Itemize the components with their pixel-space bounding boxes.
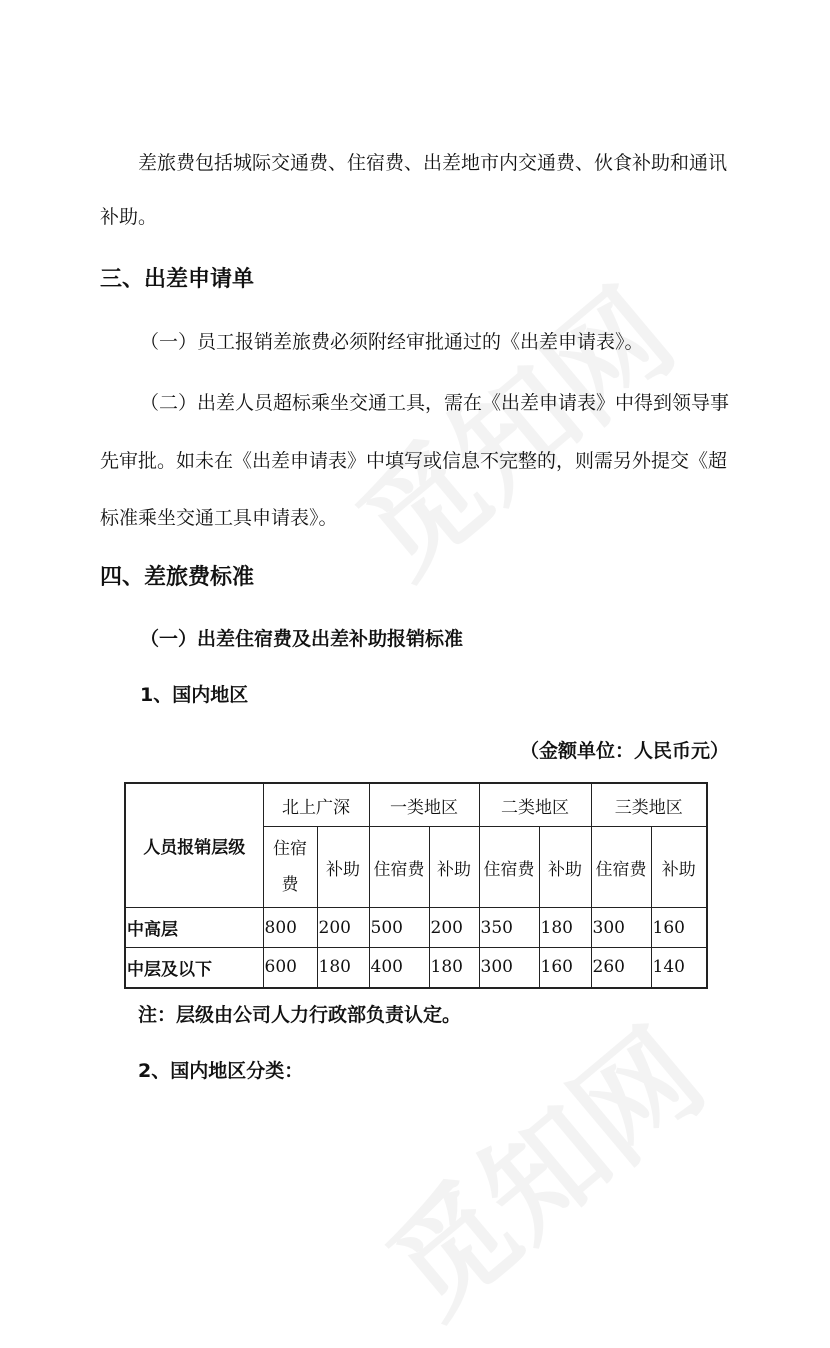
subheader-subsidy: 补助 <box>317 827 369 908</box>
region-header: 三类地区 <box>591 783 707 827</box>
subheader-lodging: 住宿费 <box>479 827 539 908</box>
section3-item2-line2: 先审批。如未在《出差申请表》中填写或信息不完整的，则需另外提交《超 <box>100 450 728 472</box>
subheader-subsidy: 补助 <box>539 827 591 908</box>
table-cell: 300 <box>479 948 539 988</box>
paragraph-travel-line2: 补助。 <box>100 206 158 228</box>
table-cell: 500 <box>369 908 429 948</box>
subheader-lodging: 住宿费 <box>263 827 317 908</box>
table-cell: 200 <box>317 908 369 948</box>
table-cell: 180 <box>429 948 479 988</box>
subheader-subsidy: 补助 <box>651 827 707 908</box>
section3-item2-line3: 标准乘坐交通工具申请表》。 <box>100 507 338 529</box>
paragraph-travel-line1: 差旅费包括城际交通费、住宿费、出差地市内交通费、伙食补助和通讯 <box>138 152 728 174</box>
region-header: 二类地区 <box>479 783 591 827</box>
region-header: 一类地区 <box>369 783 479 827</box>
table-row <box>125 948 707 988</box>
section4-sub1: （一）出差住宿费及出差补助报销标准 <box>140 628 464 650</box>
table-cell: 300 <box>591 908 651 948</box>
table-cell: 400 <box>369 948 429 988</box>
section4-sub1-2: 2、国内地区分类： <box>138 1060 304 1082</box>
region-header: 北上广深 <box>263 783 369 827</box>
travel-standard-table <box>124 782 708 989</box>
row-level-label: 中高层 <box>125 908 263 948</box>
section3-item2-line1: （二）出差人员超标乘坐交通工具，需在《出差申请表》中得到领导事 <box>140 392 730 414</box>
table-cell: 160 <box>539 948 591 988</box>
table-cell: 260 <box>591 948 651 988</box>
watermark-bottom <box>347 984 733 1347</box>
section3-title: 三、出差申请单 <box>100 267 255 292</box>
table-cell: 200 <box>429 908 479 948</box>
section3-item1: （一）员工报销差旅费必须附经审批通过的《出差申请表》。 <box>140 331 644 353</box>
table-cell: 600 <box>263 948 317 988</box>
table-cell: 140 <box>651 948 707 988</box>
subheader-lodging: 住宿费 <box>369 827 429 908</box>
watermark-top <box>317 244 703 607</box>
table-cell: 350 <box>479 908 539 948</box>
table-cell: 800 <box>263 908 317 948</box>
section4-sub1-1: 1、国内地区 <box>140 684 249 706</box>
section4-title: 四、差旅费标准 <box>100 565 255 590</box>
table-cell: 180 <box>317 948 369 988</box>
table-row <box>125 908 707 948</box>
unit-note: （金额单位：人民币元） <box>520 740 730 762</box>
table-cell: 160 <box>651 908 707 948</box>
table-cell: 180 <box>539 908 591 948</box>
table-corner-label: 人员报销层级 <box>125 783 263 908</box>
subheader-subsidy: 补助 <box>429 827 479 908</box>
subheader-lodging: 住宿费 <box>591 827 651 908</box>
row-level-label: 中层及以下 <box>125 948 263 988</box>
table-note: 注：层级由公司人力行政部负责认定。 <box>138 1004 462 1026</box>
